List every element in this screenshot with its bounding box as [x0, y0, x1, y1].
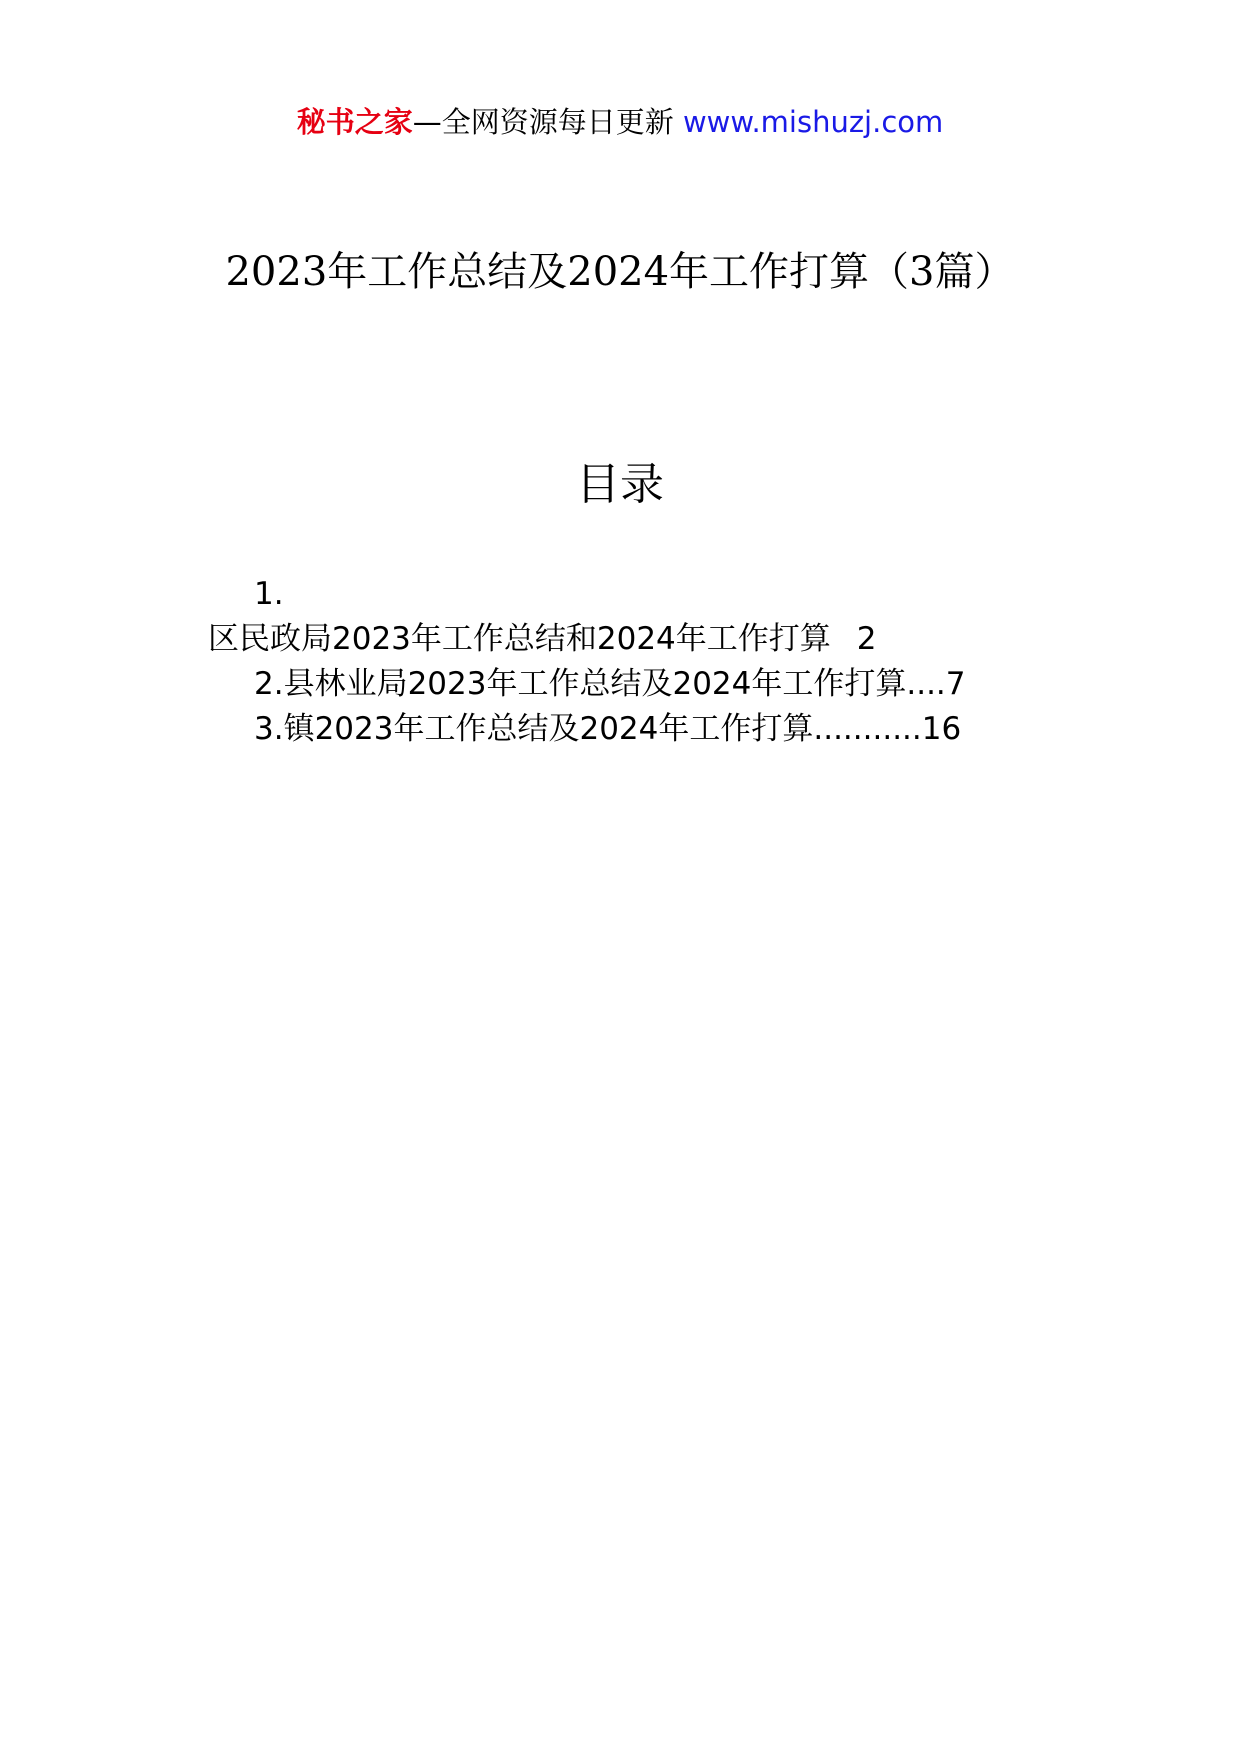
toc-entry-leader: .... [906, 666, 946, 702]
toc-entry-number: 1. [254, 576, 284, 612]
toc-entry-1-number [254, 572, 284, 617]
document-title: 2023年工作总结及2024年工作打算（3篇） [225, 249, 1015, 295]
toc-entry-text: 2.县林业局2023年工作总结及2024年工作打算 [254, 666, 907, 702]
site-header [0, 102, 1240, 142]
site-tagline: —全网资源每日更新 [412, 105, 674, 139]
toc-heading: 目录 [576, 459, 664, 510]
toc-entry-2[interactable] [254, 662, 966, 707]
toc-entry-1[interactable] [208, 617, 877, 662]
toc-entry-text: 区民政局2023年工作总结和2024年工作打算 [208, 621, 831, 657]
toc-entry-text: 3.镇2023年工作总结及2024年工作打算 [254, 711, 814, 747]
toc-entry-3[interactable] [254, 707, 961, 752]
brand-name: 秘书之家 [296, 105, 413, 139]
toc-entry-page: 16 [921, 711, 962, 747]
site-url-link[interactable]: www.mishuzj.com [682, 105, 944, 139]
toc-entry-page: 7 [945, 666, 966, 702]
toc-entry-page: 2 [856, 621, 877, 657]
toc-entry-leader: ........... [813, 711, 922, 747]
